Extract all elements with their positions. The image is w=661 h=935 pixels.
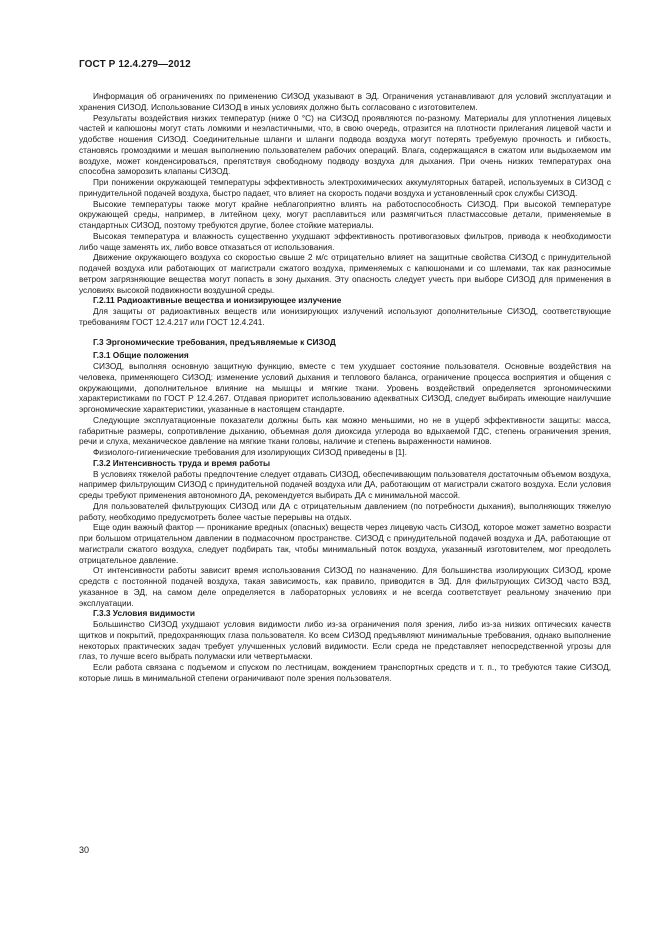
subsection-heading: Г.3.1 Общие положения [93,350,189,361]
paragraph: Информация об ограничениях по применению СИЗОД указывают в ЭД. Ограничения устанавливают для условий эксплуатации и хранения СИЗОД. Использование СИЗОД в иных условиях должно быть согласовано с изготовителем. [79,91,611,112]
paragraph: Результаты воздействия низких температур (ниже 0 °С) на СИЗОД проявляются по-разному. Материалы для уплотнения лицевых частей и капюшоны могут стать ломкими и неэластичными, что, в свою очередь, отразится на плотности прилегания лицевой части и удобстве ношения СИЗОД. Соединительные шланги и шланги подвода воздуха могут потерять требуемую прочность и гибкость, становясь громоздкими и мешая выполнению пользователем рабочих операций. Влага, содержащаяся в сжатом или выдыхаемом им воздухе, может конденсироваться, препятствуя свободному подводу воздуха для дыхания. При очень низких температурах она способна заморозить клапаны СИЗОД. [79,112,611,177]
page-header: ГОСТ Р 12.4.279—2012 [79,59,191,70]
paragraph: Физиолого-гигиенические требования для изолирующих СИЗОД приведены в [1]. [93,447,407,457]
paragraph: Высокая температура и влажность существенно ухудшают эффективность противогазовых фильтров, привода к необходимости либо чаще заменять их, либо вовсе отказаться от использования. [79,230,611,252]
paragraph: В условиях тяжелой работы предпочтение следует отдавать СИЗОД, обеспечивающим пользователя достаточным объемом воздуха, например фильтрующим СИЗОД с принудительной подачей воздуха или ДА, работающим от магистрали сжатого воздуха. Если условия среды требуют применения автономного ДА, рекомендуется выбирать ДА с минимальной массой. [79,468,611,500]
page-content [79,91,611,684]
paragraph: Движение окружающего воздуха со скоростью свыше 2 м/с отрицательно влияет на защитные свойства СИЗОД с принудительной подачей воздуха или работающих от магистрали сжатого воздуха, применяемых с капюшонами и со шлемами, так как разносимые ветром загрязняющие вещества могут попасть в зону дыхания. Эту опасность следует учесть при выборе СИЗОД для применения в условиях высокой подвижности воздушной среды. [79,252,611,295]
paragraph: Следующие эксплуатационные показатели должны быть как можно меньшими, но не в ущерб эффективности защиты: масса, габаритные размеры, сопротивление дыханию, объемная доля диоксида углерода во вдыхаемой ГДС, степень ограничения зрения, речи и слуха, механическое давление на мягкие ткани головы, наличие и степень выраженности наминов. [79,414,611,447]
page-number: 30 [79,845,90,855]
paragraph: Если работа связана с подъемом и спуском по лестницам, вождением транспортных средств и т. п., то требуются такие СИЗОД, которые лишь в минимальной степени ограничивают поле зрения пользователя. [79,662,611,683]
subsection-heading: Г.2.11 Радиоактивные вещества и ионизирующее излучение [93,295,342,306]
paragraph: При понижении окружающей температуры эффективность электрохимических аккумуляторных батарей, используемых в СИЗОД с принудительной подачей воздуха, быстро падает, что влияет на скорость подачи воздуха и установленный срок службы СИЗОД. [79,177,611,198]
paragraph: Для пользователей фильтрующих СИЗОД или ДА с отрицательным давлением (по потребности дыхания), выполняющих тяжелую работу, необходимо предусмотреть более частые перерывы на отдых. [79,500,611,522]
subsection-heading: Г.3.2 Интенсивность труда и время работы [93,457,271,468]
paragraph: Высокие температуры также могут крайне неблагоприятно влиять на работоспособность СИЗОД. При высокой температуре окружающей среды, например, в литейном цеху, могут расплавиться или размягчиться пластмассовые детали, применяемые в стандартных СИЗОД, поэтому требуются другие, более стойкие материалы. [79,198,611,230]
subsection-heading: Г.3.3 Условия видимости [93,608,195,619]
paragraph: От интенсивности работы зависит время использования СИЗОД по назначению. Для большинства изолирующих СИЗОД, кроме средств с постоянной подачей воздуха, такая зависимость, как правило, приводится в ЭД. Для фильтрующих СИЗОД часто ВЗД, указанное в ЭД, на самом деле определяется в лабораторных условиях и не всегда соответствует реальному значению при эксплуатации. [79,565,611,608]
paragraph: СИЗОД, выполняя основную защитную функцию, вместе с тем ухудшает состояние пользователя. Основные воздействия на человека, применяющего СИЗОД: изменение условий дыхания и теплового баланса, ограничение процесса восприятия и общения с окружающими, дополнительное влияние на мышцы и мягкие ткани. Уровень воздействий определяется эргономическими характеристиками по ГОСТ Р 12.4.267. Отдавая приоритет использованию адекватных СИЗОД, следует выбирать имеющие наилучшие эргономические характеристики, указанные в настоящем стандарте. [79,361,611,414]
section-heading: Г.3 Эргономические требования, предъявляемые к СИЗОД [93,336,336,347]
paragraph: Большинство СИЗОД ухудшают условия видимости либо из-за ограничения поля зрения, либо из-за низких оптических качеств щитков и покрытий, предохраняющих глаза пользователя. Ко всем СИЗОД предъявляют минимальные требования, однако выполнение некоторых практических задач требует улучшенных условий видимости. Если среда не представляет непосредственной угрозы для глаз, то лучше всего выбрать полумаски или четвертьмаски. [79,619,611,662]
paragraph: Еще один важный фактор — проникание вредных (опасных) веществ через лицевую часть СИЗОД, которое может заметно возрасти при большом отрицательном давлении в подмасочном пространстве. СИЗОД с принудительной подачей воздуха и ДА, работающие от магистрали сжатого воздуха, следует подбирать так, чтобы минимальный поток воздуха, указанный изготовителем, мог преодолеть отрицательное давление. [79,522,611,565]
paragraph: Для защиты от радиоактивных веществ или ионизирующих излучений используют дополнительные СИЗОД, соответствующие требованиям ГОСТ 12.4.217 или ГОСТ 12.4.241. [79,306,611,327]
